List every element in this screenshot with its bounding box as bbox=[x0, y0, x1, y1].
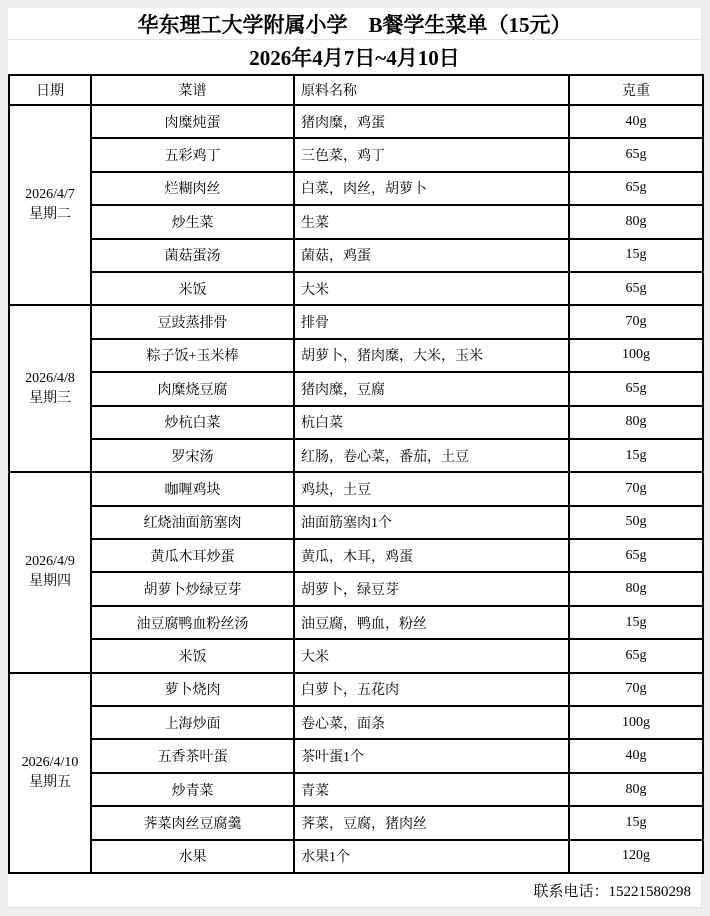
menu-row bbox=[9, 239, 703, 272]
ingredients-cell: 茶叶蛋1个 bbox=[294, 739, 569, 772]
weight-cell: 70g bbox=[569, 305, 703, 338]
date-range-subtitle: 2026年4月7日~4月10日 bbox=[249, 46, 460, 70]
dish-cell: 咖喱鸡块 bbox=[91, 472, 294, 505]
weight-cell: 120g bbox=[569, 840, 703, 873]
contact-phone: 联系电话：15221580298 bbox=[533, 883, 691, 900]
weight-cell: 80g bbox=[569, 205, 703, 238]
header-row bbox=[9, 75, 703, 105]
date-text: 2026/4/7 bbox=[25, 187, 75, 203]
weight-cell: 65g bbox=[569, 372, 703, 405]
weight-cell: 100g bbox=[569, 706, 703, 739]
date-cell bbox=[9, 472, 91, 672]
menu-row bbox=[9, 706, 703, 739]
dish-cell: 油豆腐鸭血粉丝汤 bbox=[91, 606, 294, 639]
ingredients-cell: 菌菇，鸡蛋 bbox=[294, 239, 569, 272]
column-header-weight: 克重 bbox=[569, 75, 703, 105]
menu-row bbox=[9, 138, 703, 171]
dish-cell: 米饭 bbox=[91, 639, 294, 672]
weekday-text: 星期五 bbox=[29, 774, 71, 790]
menu-table-body bbox=[9, 105, 703, 873]
dish-cell: 炒生菜 bbox=[91, 205, 294, 238]
column-header-dish: 菜谱 bbox=[91, 75, 294, 105]
dish-cell: 炒杭白菜 bbox=[91, 406, 294, 439]
menu-row bbox=[9, 305, 703, 338]
ingredients-cell: 大米 bbox=[294, 639, 569, 672]
menu-row bbox=[9, 472, 703, 505]
dish-cell: 胡萝卜炒绿豆芽 bbox=[91, 572, 294, 605]
dish-cell: 上海炒面 bbox=[91, 706, 294, 739]
dish-cell: 炒青菜 bbox=[91, 773, 294, 806]
ingredients-cell: 黄瓜，木耳，鸡蛋 bbox=[294, 539, 569, 572]
ingredients-cell: 青菜 bbox=[294, 773, 569, 806]
menu-row bbox=[9, 539, 703, 572]
dish-cell: 豆豉蒸排骨 bbox=[91, 305, 294, 338]
weight-cell: 65g bbox=[569, 138, 703, 171]
ingredients-cell: 鸡块，土豆 bbox=[294, 472, 569, 505]
ingredients-cell: 水果1个 bbox=[294, 840, 569, 873]
dish-cell: 罗宋汤 bbox=[91, 439, 294, 472]
menu-row bbox=[9, 506, 703, 539]
menu-row bbox=[9, 639, 703, 672]
weight-cell: 50g bbox=[569, 506, 703, 539]
weight-cell: 15g bbox=[569, 439, 703, 472]
date-text: 2026/4/10 bbox=[21, 754, 79, 770]
ingredients-cell: 胡萝卜，绿豆芽 bbox=[294, 572, 569, 605]
weight-cell: 70g bbox=[569, 673, 703, 706]
menu-row bbox=[9, 673, 703, 706]
menu-table bbox=[8, 74, 704, 874]
weight-cell: 40g bbox=[569, 739, 703, 772]
weight-cell: 15g bbox=[569, 606, 703, 639]
page-title: 华东理工大学附属小学 B餐学生菜单（15元） bbox=[8, 8, 701, 40]
menu-row bbox=[9, 172, 703, 205]
column-header-ingredients: 原料名称 bbox=[294, 75, 569, 105]
dish-cell: 烂糊肉丝 bbox=[91, 172, 294, 205]
weekday-text: 星期三 bbox=[29, 390, 71, 406]
date-cell bbox=[9, 673, 91, 873]
dish-cell: 萝卜烧肉 bbox=[91, 673, 294, 706]
ingredients-cell: 杭白菜 bbox=[294, 406, 569, 439]
weight-cell: 70g bbox=[569, 472, 703, 505]
dish-cell: 米饭 bbox=[91, 272, 294, 305]
weight-cell: 100g bbox=[569, 339, 703, 372]
dish-cell: 粽子饭+玉米棒 bbox=[91, 339, 294, 372]
dish-cell: 肉糜炖蛋 bbox=[91, 105, 294, 138]
ingredients-cell: 油面筋塞肉1个 bbox=[294, 506, 569, 539]
menu-row bbox=[9, 439, 703, 472]
date-cell bbox=[9, 105, 91, 305]
dish-cell: 五彩鸡丁 bbox=[91, 138, 294, 171]
ingredients-cell: 荠菜，豆腐，猪肉丝 bbox=[294, 806, 569, 839]
menu-row bbox=[9, 840, 703, 873]
ingredients-cell: 白菜，肉丝，胡萝卜 bbox=[294, 172, 569, 205]
menu-row bbox=[9, 773, 703, 806]
ingredients-cell: 胡萝卜，猪肉糜，大米，玉米 bbox=[294, 339, 569, 372]
dish-cell: 肉糜烧豆腐 bbox=[91, 372, 294, 405]
dish-cell: 荠菜肉丝豆腐羹 bbox=[91, 806, 294, 839]
menu-row bbox=[9, 205, 703, 238]
date-text: 2026/4/9 bbox=[25, 554, 75, 570]
dish-cell: 水果 bbox=[91, 840, 294, 873]
menu-row bbox=[9, 606, 703, 639]
ingredients-cell: 猪肉糜，鸡蛋 bbox=[294, 105, 569, 138]
ingredients-cell: 三色菜，鸡丁 bbox=[294, 138, 569, 171]
menu-sheet bbox=[8, 8, 702, 908]
dish-cell: 五香茶叶蛋 bbox=[91, 739, 294, 772]
weight-cell: 65g bbox=[569, 272, 703, 305]
menu-row bbox=[9, 272, 703, 305]
weight-cell: 65g bbox=[569, 539, 703, 572]
ingredients-cell: 红肠，卷心菜，番茄，土豆 bbox=[294, 439, 569, 472]
weekday-text: 星期二 bbox=[29, 207, 71, 223]
date-cell bbox=[9, 305, 91, 472]
weight-cell: 80g bbox=[569, 572, 703, 605]
dish-cell: 红烧油面筋塞肉 bbox=[91, 506, 294, 539]
ingredients-cell: 白萝卜，五花肉 bbox=[294, 673, 569, 706]
weight-cell: 80g bbox=[569, 773, 703, 806]
ingredients-cell: 生菜 bbox=[294, 205, 569, 238]
menu-row bbox=[9, 339, 703, 372]
ingredients-cell: 油豆腐，鸭血，粉丝 bbox=[294, 606, 569, 639]
menu-row bbox=[9, 806, 703, 839]
weight-cell: 65g bbox=[569, 172, 703, 205]
ingredients-cell: 大米 bbox=[294, 272, 569, 305]
menu-row bbox=[9, 739, 703, 772]
ingredients-cell: 猪肉糜，豆腐 bbox=[294, 372, 569, 405]
menu-row bbox=[9, 105, 703, 138]
menu-row bbox=[9, 572, 703, 605]
weight-cell: 15g bbox=[569, 806, 703, 839]
weight-cell: 65g bbox=[569, 639, 703, 672]
ingredients-cell: 卷心菜，面条 bbox=[294, 706, 569, 739]
dish-cell: 黄瓜木耳炒蛋 bbox=[91, 539, 294, 572]
date-text: 2026/4/8 bbox=[25, 370, 75, 386]
menu-row bbox=[9, 372, 703, 405]
weekday-text: 星期四 bbox=[29, 574, 71, 590]
menu-row bbox=[9, 406, 703, 439]
ingredients-cell: 排骨 bbox=[294, 305, 569, 338]
weight-cell: 80g bbox=[569, 406, 703, 439]
weight-cell: 40g bbox=[569, 105, 703, 138]
dish-cell: 菌菇蛋汤 bbox=[91, 239, 294, 272]
contact-footer bbox=[8, 874, 701, 907]
weight-cell: 15g bbox=[569, 239, 703, 272]
column-header-date: 日期 bbox=[9, 75, 91, 105]
